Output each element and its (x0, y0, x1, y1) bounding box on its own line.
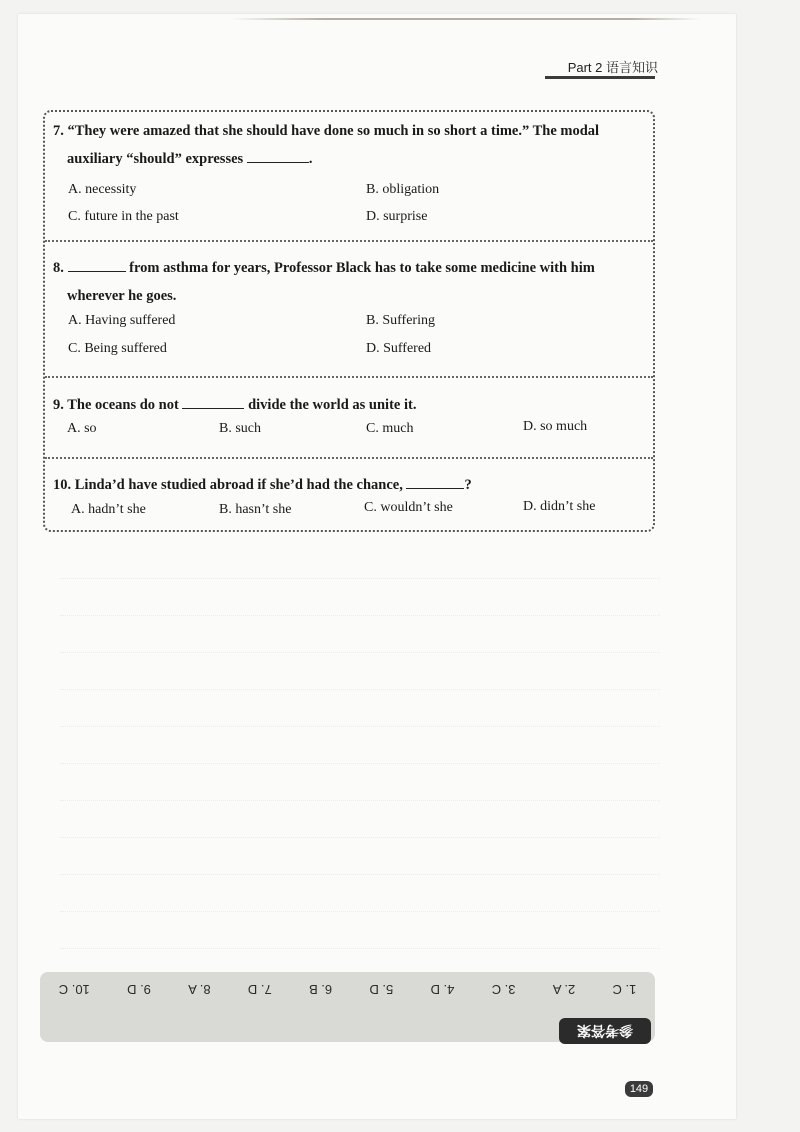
answer-item: 6. B (309, 982, 333, 997)
question-box (43, 110, 655, 532)
answer-blank (247, 148, 309, 163)
option-c: C. wouldn’t she (364, 500, 453, 515)
option-d: D. Suffered (366, 341, 432, 356)
question-7-stem-line2: auxiliary “should” expresses . (67, 146, 667, 173)
answer-item: 2. A (552, 982, 576, 997)
option-d: D. didn’t she (523, 499, 596, 514)
question-separator (45, 376, 653, 378)
answer-item: 8. A (188, 982, 211, 997)
question-8-stem-line2: wherever he goes. (67, 288, 177, 304)
answer-item: 9. D (127, 982, 151, 997)
option-c: C. Being suffered (68, 341, 167, 356)
answer-blank (68, 257, 126, 272)
option-b: B. obligation (366, 182, 440, 197)
option-c: C. future in the past (68, 209, 179, 224)
answer-item: 10. C (58, 982, 90, 997)
answer-item: 7. D (247, 982, 272, 997)
answer-item: 1. C (612, 982, 637, 997)
option-b: B. Suffering (366, 313, 435, 328)
answer-item: 4. D (430, 982, 455, 997)
answer-item: 3. C (491, 982, 516, 997)
option-d: D. so much (523, 419, 588, 434)
option-b: B. hasn’t she (219, 502, 292, 517)
option-c: C. much (366, 421, 414, 436)
question-7-stem: 7. “They were amazed that she should have done so much in so short a time.” The modal (53, 123, 600, 139)
question-9-stem: 9. The oceans do not divide the world as unite it. (53, 392, 653, 419)
page-number: 149 (625, 1081, 653, 1097)
section-header: Part 2 语言知识 (567, 60, 658, 75)
bleed-through-texture (60, 550, 660, 970)
top-rule (230, 18, 700, 20)
question-10-stem: 10. Linda’d have studied abroad if she’d had the chance, ? (53, 472, 653, 499)
option-b: B. such (219, 421, 261, 436)
header-underline (545, 76, 655, 79)
question-separator (45, 240, 653, 242)
question-separator (45, 457, 653, 459)
answer-key-label: 参考答案 (559, 1018, 651, 1044)
option-a: A. Having suffered (68, 313, 176, 328)
question-8-stem: 8. from asthma for years, Professor Black has to take some medicine with him (53, 255, 653, 282)
answer-blank (182, 394, 244, 409)
answer-blank (406, 474, 464, 489)
option-a: A. so (67, 421, 97, 436)
option-d: D. surprise (366, 209, 428, 224)
option-a: A. hadn’t she (71, 502, 146, 517)
answer-item: 5. D (369, 982, 394, 997)
option-a: A. necessity (68, 182, 137, 197)
answer-key-panel (40, 972, 655, 1042)
answer-key-row (40, 982, 655, 997)
